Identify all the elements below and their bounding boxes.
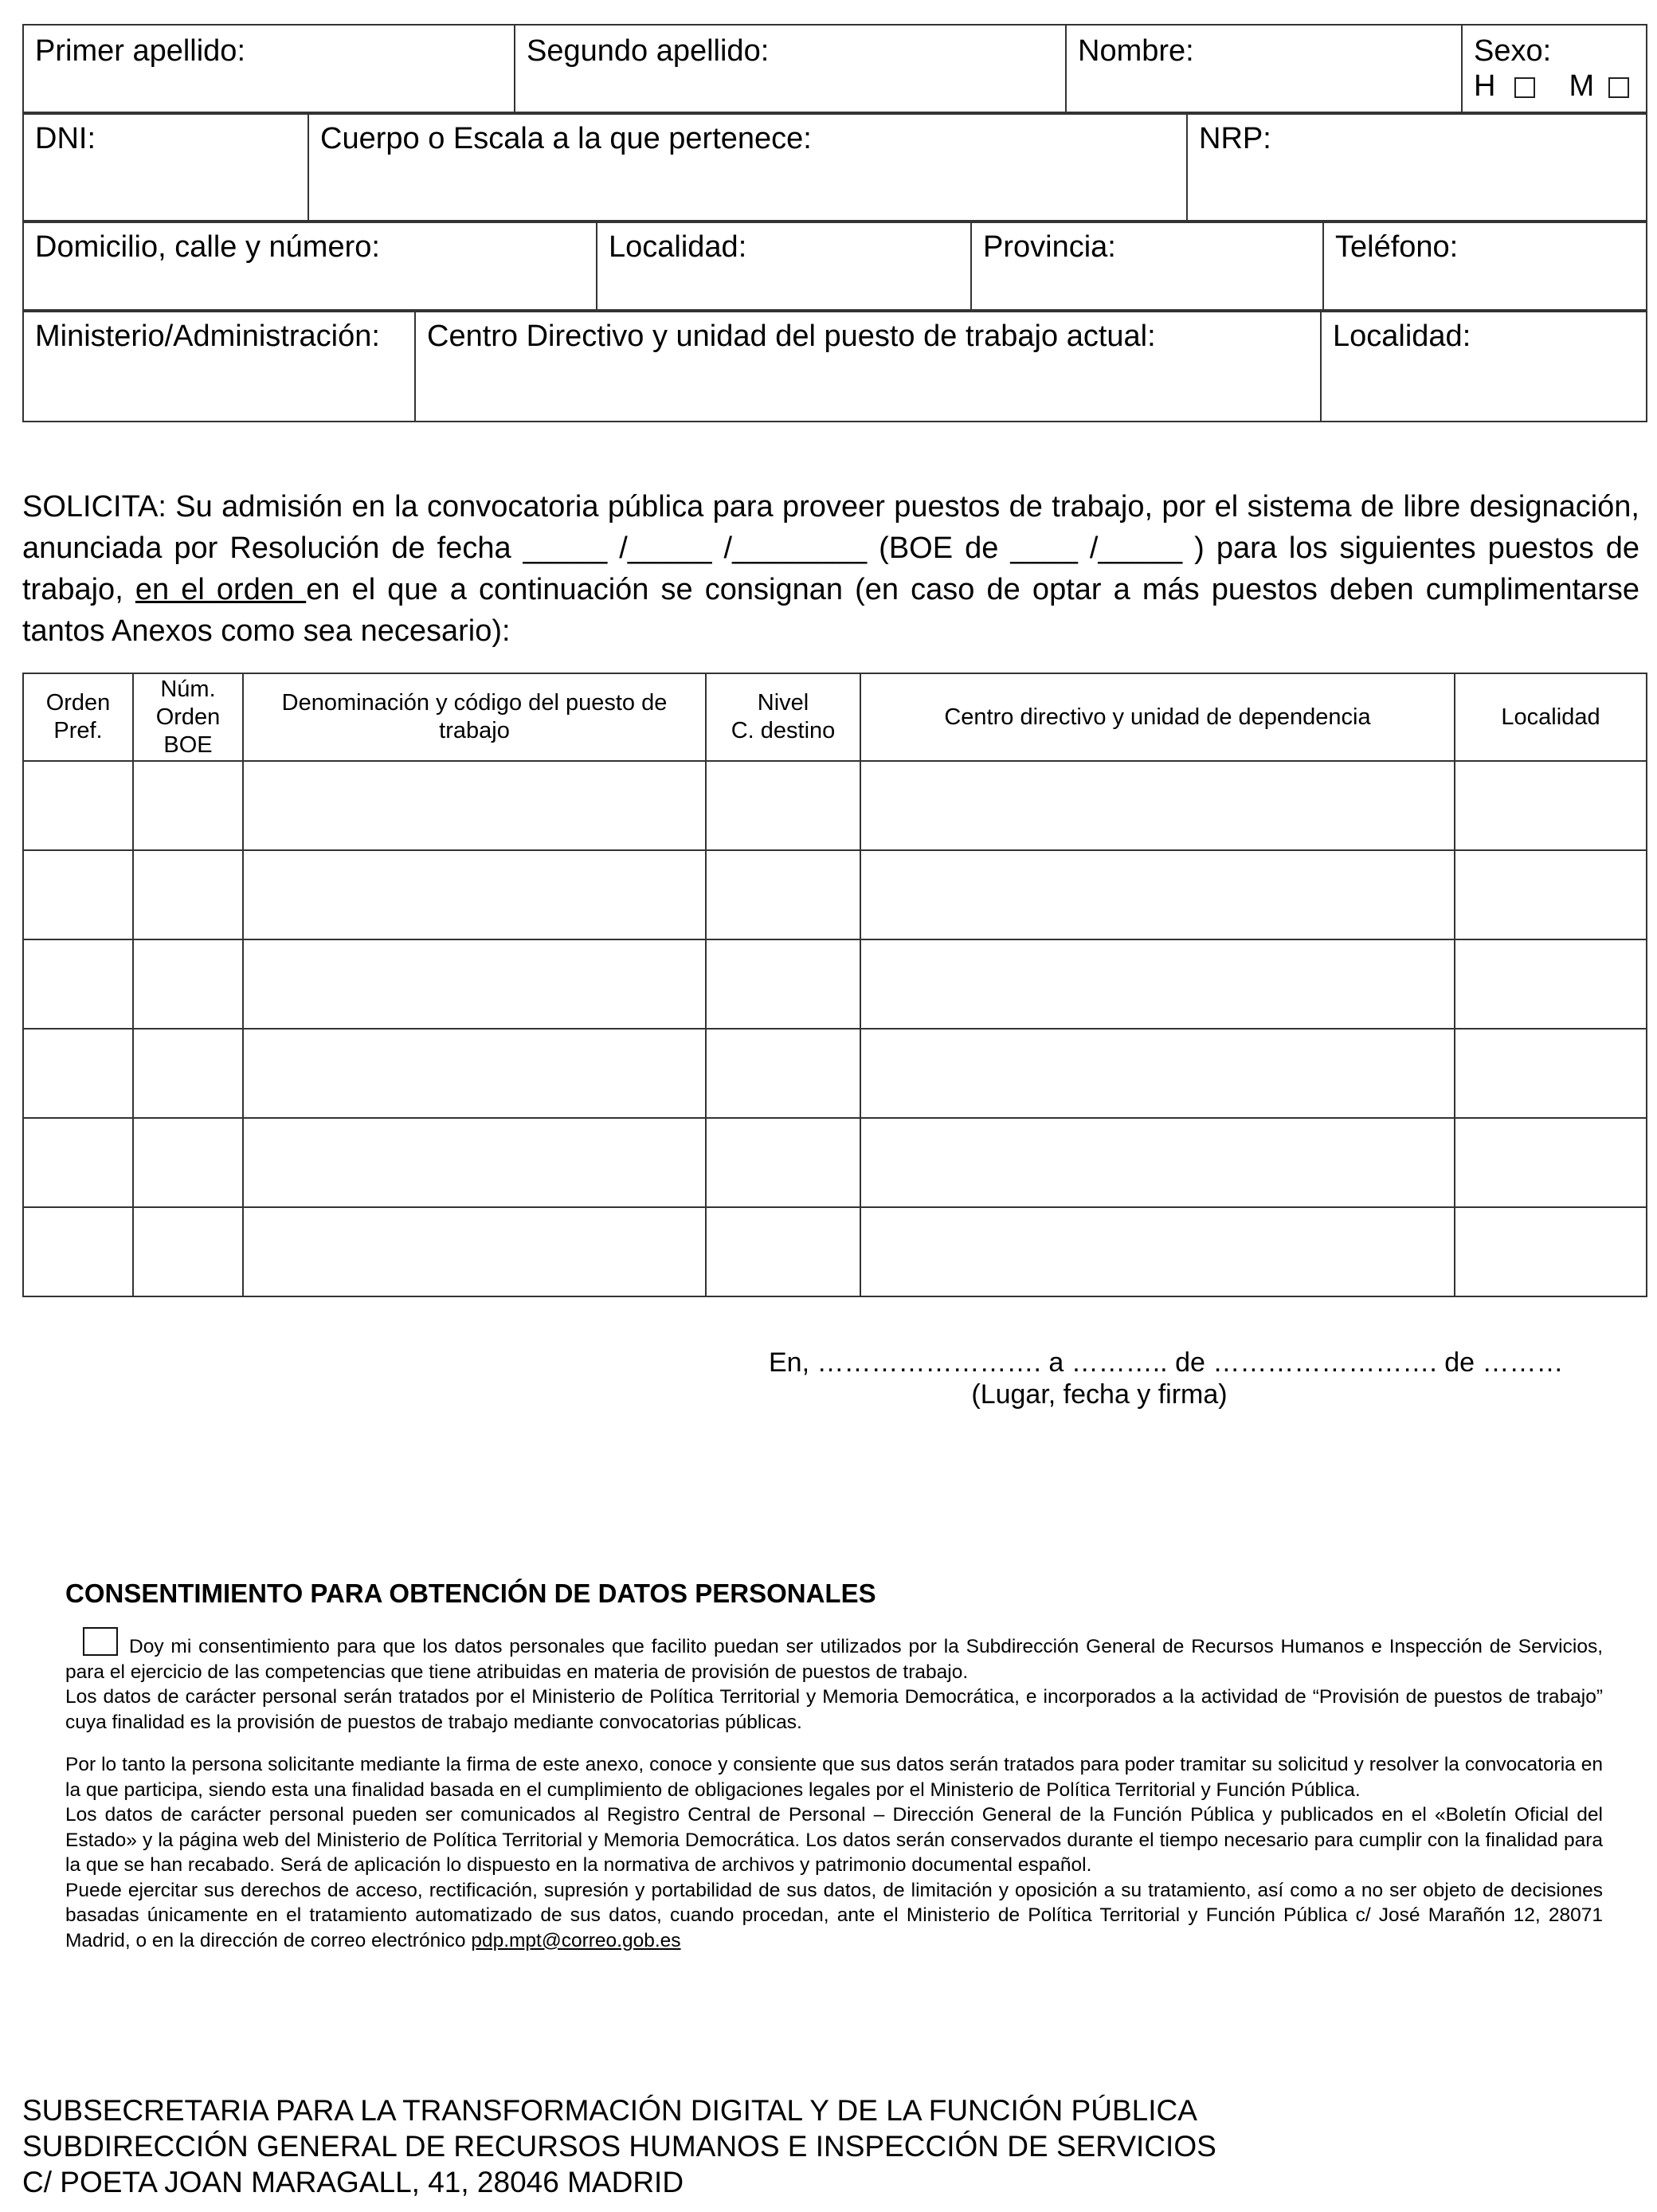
table-cell[interactable] — [860, 1118, 1455, 1207]
table-cell[interactable] — [243, 939, 706, 1029]
signature-line[interactable]: En, ……………………. a ……….. de ……………………. de ……… — [769, 1347, 1564, 1378]
table-cell[interactable] — [706, 1029, 860, 1118]
table-row — [23, 939, 1647, 1029]
table-cell[interactable] — [706, 1118, 860, 1207]
ministerio-label: Ministerio/Administración: — [35, 320, 380, 353]
domicilio-label: Domicilio, calle y número: — [35, 230, 380, 264]
nombre-label: Nombre: — [1078, 34, 1194, 68]
provincia-field[interactable] — [971, 221, 1323, 312]
table-cell[interactable] — [1455, 1029, 1647, 1118]
table-cell[interactable] — [860, 761, 1455, 850]
footer-line-2: SUBDIRECCIÓN GENERAL DE RECURSOS HUMANOS E INSPECCIÓN DE SERVICIOS — [22, 2130, 1216, 2163]
table-cell[interactable] — [23, 1029, 133, 1118]
sexo-options — [1463, 69, 1646, 104]
table-cell[interactable] — [860, 1029, 1455, 1118]
table-row — [23, 1118, 1647, 1207]
sexo-h-checkbox[interactable] — [1514, 77, 1535, 98]
table-cell[interactable] — [860, 939, 1455, 1029]
localidad-field[interactable] — [597, 221, 971, 312]
sexo-h-label: H — [1474, 69, 1496, 103]
jobs-header-row — [23, 673, 1647, 761]
header-orden-pref: Orden Pref. — [23, 673, 133, 761]
table-cell[interactable] — [706, 1207, 860, 1296]
consent-paragraph-4: Los datos de carácter personal pueden ser comunicados al Registro Central de Personal – Dirección General de la Función Pública y publicados en el «Boletín Oficial del Estado» y la página web del Ministerio de Política Territorial y Memoria Democrática. Los datos serán conservados durante el tiempo necesario para cumplir con la finalidad para la que se han recabado. Será de aplicación lo dispuesto en la normativa de archivos y patrimonio documental español. — [65, 1804, 1603, 1876]
table-row — [23, 761, 1647, 850]
sexo-m-label: M — [1569, 69, 1595, 103]
sexo-label: Sexo: — [1474, 34, 1552, 68]
consent-section — [65, 1578, 1603, 1953]
nrp-label: NRP: — [1199, 122, 1271, 155]
localidad2-field[interactable] — [1321, 310, 1647, 422]
cuerpo-field[interactable] — [308, 112, 1187, 222]
solicita-text-2: en el que a continuación se consignan (en caso de optar a más puestos deben cumplimentarse tantos Anexos como sea necesario): — [22, 573, 1639, 648]
sexo-field — [1462, 25, 1647, 114]
footer-line-1: SUBSECRETARIA PARA LA TRANSFORMACIÓN DIGITAL Y DE LA FUNCIÓN PÚBLICA — [22, 2094, 1197, 2127]
signature-block — [765, 1347, 1601, 1410]
table-cell[interactable] — [1455, 939, 1647, 1029]
solicita-underlined: en el orden — [135, 573, 307, 606]
cuerpo-label: Cuerpo o Escala a la que pertenece: — [320, 122, 812, 155]
segundo-apellido-field[interactable] — [515, 25, 1066, 114]
jobs-table — [22, 673, 1647, 1297]
signature-caption: (Lugar, fecha y firma) — [971, 1379, 1228, 1410]
table-cell[interactable] — [23, 939, 133, 1029]
table-cell[interactable] — [23, 850, 133, 939]
primer-apellido-field[interactable] — [23, 25, 515, 114]
segundo-apellido-label: Segundo apellido: — [527, 34, 770, 68]
centro-label: Centro Directivo y unidad del puesto de trabajo actual: — [427, 320, 1156, 353]
table-cell[interactable] — [133, 1118, 243, 1207]
solicita-text-1: SOLICITA: Su admisión en la convocatoria pública para proveer puestos de trabajo, por el sistema de libre designación, anunciada por Resolución de fecha _____ /_____ /________ (BOE de ____ /_____ ) para los siguientes puestos de trabajo, — [22, 490, 1639, 606]
table-cell[interactable] — [23, 761, 133, 850]
centro-field[interactable] — [415, 310, 1321, 422]
table-cell[interactable] — [23, 1207, 133, 1296]
table-cell[interactable] — [706, 939, 860, 1029]
table-row — [23, 850, 1647, 939]
localidad-label: Localidad: — [609, 230, 747, 264]
header-num-orden-boe: Núm. Orden BOE — [133, 673, 243, 761]
nrp-field[interactable] — [1187, 112, 1647, 222]
consent-paragraph-2: Los datos de carácter personal serán tratados por el Ministerio de Política Territorial y Memoria Democrática, e incorporados a la actividad de “Provisión de puestos de trabajo” cuya finalidad es la provisión de puestos de trabajo mediante convocatorias públicas. — [65, 1686, 1603, 1733]
table-row — [23, 1029, 1647, 1118]
table-cell[interactable] — [1455, 761, 1647, 850]
domicilio-field[interactable] — [23, 221, 597, 312]
table-cell[interactable] — [243, 1118, 706, 1207]
header-centro-directivo: Centro directivo y unidad de dependencia — [860, 673, 1455, 761]
table-row — [23, 1207, 1647, 1296]
table-cell[interactable] — [1455, 850, 1647, 939]
footer-line-3: C/ POETA JOAN MARAGALL, 41, 28046 MADRID — [22, 2166, 684, 2198]
consent-checkbox[interactable] — [83, 1627, 118, 1656]
consent-title: CONSENTIMIENTO PARA OBTENCIÓN DE DATOS PERSONALES — [65, 1579, 876, 1608]
table-cell[interactable] — [243, 1029, 706, 1118]
solicita-paragraph — [22, 486, 1639, 652]
header-localidad: Localidad — [1455, 673, 1647, 761]
table-cell[interactable] — [706, 850, 860, 939]
consent-paragraph-3: Por lo tanto la persona solicitante mediante la firma de este anexo, conoce y consiente que sus datos serán tratados para poder tramitar su solicitud y resolver la convocatoria en la que participa, siendo esta una finalidad basada en el cumplimiento de obligaciones legales por el Ministerio de Política Territorial y Función Pública. — [65, 1754, 1603, 1801]
nombre-field[interactable] — [1066, 25, 1462, 114]
table-cell[interactable] — [1455, 1118, 1647, 1207]
email-link[interactable]: pdp.mpt@correo.gob.es — [471, 1929, 681, 1951]
sexo-m-checkbox[interactable] — [1608, 77, 1629, 98]
header-nivel: Nivel C. destino — [706, 673, 860, 761]
table-cell[interactable] — [133, 761, 243, 850]
consent-paragraph-1 — [65, 1627, 1603, 1684]
table-cell[interactable] — [243, 1207, 706, 1296]
ministerio-field[interactable] — [23, 310, 415, 422]
primer-apellido-label: Primer apellido: — [35, 34, 245, 68]
personal-row-3 — [22, 220, 1647, 312]
table-cell[interactable] — [1455, 1207, 1647, 1296]
personal-row-2 — [22, 112, 1647, 223]
dni-field[interactable] — [23, 112, 308, 222]
personal-row-1 — [22, 24, 1647, 115]
footer-address — [22, 2092, 1216, 2200]
consent-p5-text: Puede ejercitar sus derechos de acceso, rectificación, supresión y portabilidad de sus datos, de limitación y oposición a su tratamiento, así como a no ser objeto de decisiones basadas únicamente en el tratamiento automatizado de sus datos, cuando procedan, ante el Ministerio de Política Territorial y Función Pública c/ José Marañón 12, 28071 Madrid, o en la dirección de correo electrónico — [65, 1879, 1603, 1951]
consent-p1-text: Doy mi consentimiento para que los datos personales que facilito puedan ser utilizados por la Subdirección General de Recursos Humanos e Inspección de Servicios, para el ejercicio de las competencias que tiene atribuidas en materia de provisión de puestos de trabajo. — [65, 1636, 1603, 1683]
table-cell[interactable] — [133, 850, 243, 939]
table-cell[interactable] — [243, 761, 706, 850]
personal-row-4 — [22, 309, 1647, 422]
table-cell[interactable] — [133, 1207, 243, 1296]
table-cell[interactable] — [23, 1118, 133, 1207]
table-cell[interactable] — [860, 1207, 1455, 1296]
table-cell[interactable] — [243, 850, 706, 939]
provincia-label: Provincia: — [983, 230, 1116, 264]
telefono-field[interactable] — [1323, 221, 1647, 312]
localidad2-label: Localidad: — [1333, 320, 1471, 353]
dni-label: DNI: — [35, 122, 96, 155]
header-denominacion: Denominación y código del puesto de trabajo — [243, 673, 706, 761]
consent-paragraph-5 — [65, 1878, 1603, 1954]
table-cell[interactable] — [133, 1029, 243, 1118]
table-cell[interactable] — [860, 850, 1455, 939]
telefono-label: Teléfono: — [1335, 230, 1459, 264]
jobs-body — [23, 761, 1647, 1296]
table-cell[interactable] — [706, 761, 860, 850]
table-cell[interactable] — [133, 939, 243, 1029]
